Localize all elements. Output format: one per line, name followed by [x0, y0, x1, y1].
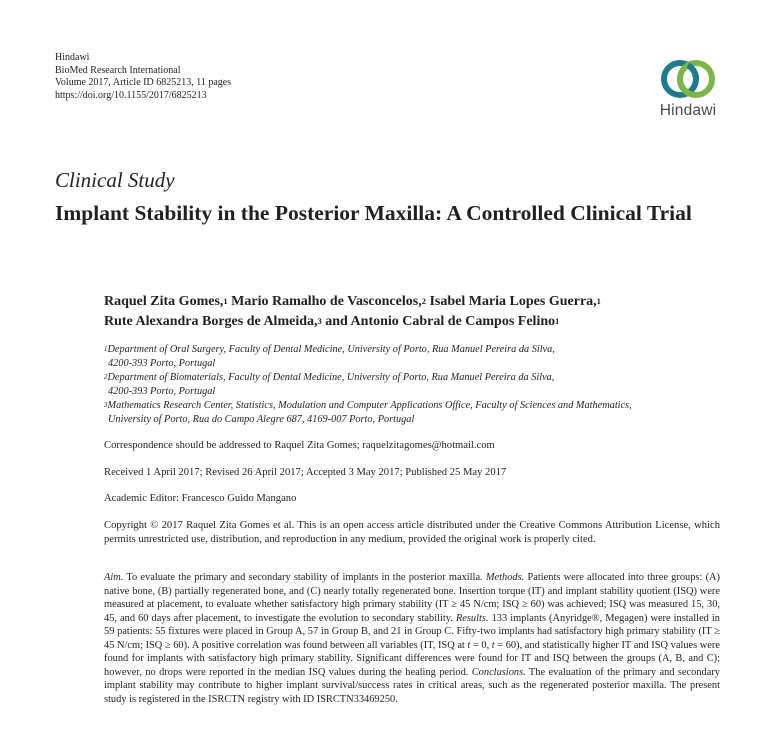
conclusions-label: Conclusions.	[471, 666, 526, 678]
affiliation-line: 4200-393 Porto, Portugal	[108, 358, 216, 369]
affiliation-line: Department of Biomaterials, Faculty of Dental Medicine, University of Porto, Rua Manuel Pereira da Silva,	[107, 372, 555, 383]
article-type: Clinical Study	[55, 168, 175, 192]
academic-editor: Academic Editor: Francesco Guido Mangano	[104, 493, 297, 504]
author-list	[104, 292, 724, 332]
affiliation-item	[104, 399, 724, 427]
affiliation-number: 3	[104, 401, 108, 409]
affiliation-number: 2	[104, 373, 108, 381]
journal-info	[55, 52, 231, 102]
time-variable: t	[467, 639, 471, 651]
logo-text: Hindawi	[659, 102, 717, 119]
affiliations	[104, 343, 724, 427]
copyright-notice: Copyright © 2017 Raquel Zita Gomes et al. This is an open access article distributed under the Creative Commons Attribution License, which permits unrestricted use, distribution, and reproduction in any medium, provided the original work is properly cited.	[104, 520, 720, 545]
affiliation-line: University of Porto, Rua do Campo Alegre 687, 4169-007 Porto, Portugal	[108, 414, 415, 425]
author-affiliation-mark: 1	[555, 316, 560, 326]
author-affiliation-mark: 1	[596, 296, 601, 306]
article-title: Implant Stability in the Posterior Maxilla: A Controlled Clinical Trial	[55, 201, 692, 225]
affiliation-number: 1	[104, 345, 108, 353]
abstract	[104, 571, 720, 706]
affiliation-line: Mathematics Research Center, Statistics, Modulation and Computer Applications Office, Faculty of Sciences and Mathematics,	[107, 400, 632, 411]
correspondence: Correspondence should be addressed to Raquel Zita Gomes; raquelzitagomes@hotmail.com	[104, 440, 495, 451]
doi-link[interactable]: https://doi.org/10.1155/2017/6825213	[55, 89, 207, 101]
affiliation-item	[104, 371, 724, 399]
conclusions-text: The evaluation of the primary and secondary implant stability may contribute to higher implant survival/success rates in critical areas, such as the regenerated posterior maxilla. The present study is registered in the ISRCTN registry with ID ISRCTN33469250.	[104, 666, 720, 705]
results-text: = 0,	[470, 639, 492, 651]
publisher-name: Hindawi	[55, 52, 90, 63]
results-label: Results.	[455, 612, 489, 624]
aim-label: Aim.	[104, 572, 124, 583]
author-name: Isabel Maria Lopes Guerra,	[429, 294, 597, 309]
affiliation-line: 4200-393 Porto, Portugal	[108, 386, 216, 397]
methods-text: Patients were allocated into three groups: (A) native bone, (B) partially regenerated bone, and (C) nearly totally regenerated bone. Insertion torque (IT) and implant stability quotient (ISQ) were measured at placement, to evaluate whether satisfactory high primary stability (IT ≥ 45 N/cm; ISQ ≥ 60) was achieved; ISQ was measured 15, 30, 45, and 60 days after placement, to investigate the evolution to secondary stability.	[104, 572, 720, 624]
author-name: and Antonio Cabral de Campos Felino	[325, 314, 556, 329]
results-text: = 60), and statistically higher IT and ISQ values were found for implants with satisfactory high primary stability. Significant differences were found for IT and ISQ between the groups (A, B, and C); however, no drops were reported in the median ISQ values during the healing period.	[104, 639, 720, 678]
volume-line: Volume 2017, Article ID 6825213, 11 pages	[55, 77, 232, 88]
affiliation-item	[104, 343, 724, 371]
hindawi-logo	[652, 58, 724, 124]
publication-dates: Received 1 April 2017; Revised 26 April 2017; Accepted 3 May 2017; Published 25 May 2017	[104, 467, 507, 478]
author-name: Rute Alexandra Borges de Almeida,	[104, 314, 318, 329]
methods-label: Methods.	[485, 572, 525, 583]
author-affiliation-mark: 2	[421, 296, 426, 306]
author-name: Mario Ramalho de Vasconcelos,	[231, 294, 422, 309]
author-affiliation-mark: 3	[317, 316, 322, 326]
results-text: 133 implants (Anyridge®, Megagen) were installed in 59 patients: 55 fixtures were placed in Group A, 57 in Group B, and 21 in Group C. Fifty-two implants had satisfactory high primary stability (IT ≥ 45 N/cm; ISQ ≥ 60). A positive correlation was found between all variables (IT, ISQ at	[104, 612, 720, 651]
aim-text: To evaluate the primary and secondary stability of implants in the posterior maxilla.	[123, 572, 486, 583]
author-name: Raquel Zita Gomes,	[104, 294, 224, 309]
journal-name: BioMed Research International	[55, 64, 181, 76]
hindawi-rings-logo-icon	[658, 58, 718, 100]
time-variable: t	[491, 639, 495, 651]
affiliation-line: Department of Oral Surgery, Faculty of Dental Medicine, University of Porto, Rua Manuel Pereira da Silva,	[107, 344, 555, 355]
author-affiliation-mark: 1	[223, 296, 228, 306]
